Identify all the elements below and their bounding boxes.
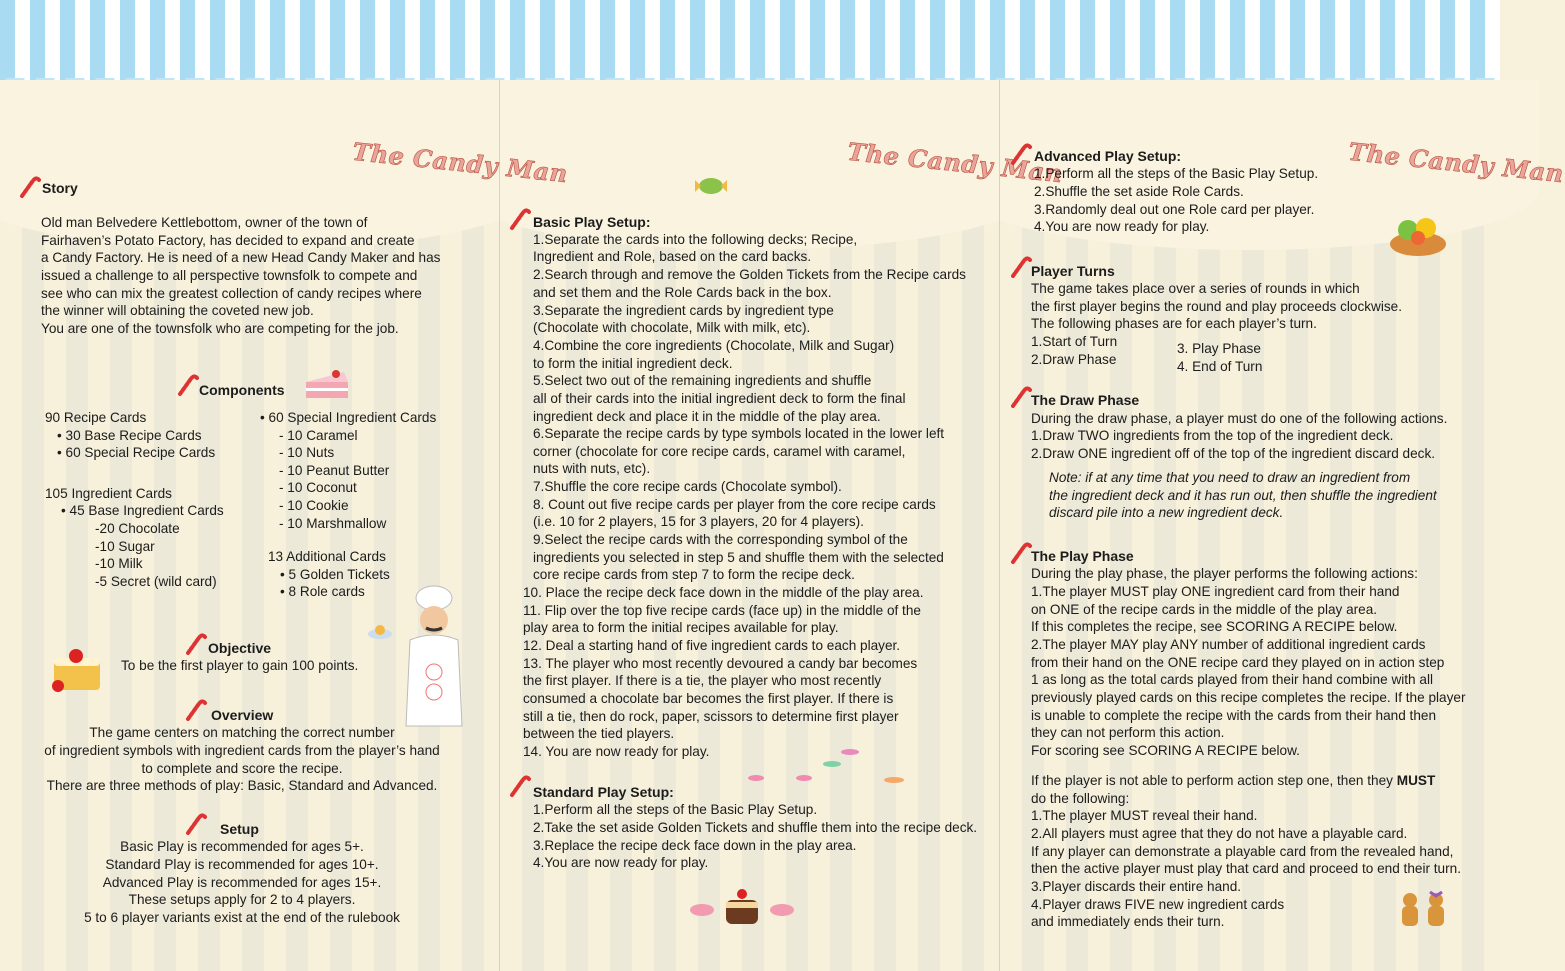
overview-line: of ingredient symbols with ingredient cards from the player’s hand — [44, 743, 440, 758]
candy-cane-icon — [184, 811, 206, 835]
candy-cane-icon — [184, 631, 206, 655]
play-line: If any player can demonstrate a playable card from the revealed hand, — [1031, 844, 1454, 859]
basic-step-line: Ingredient and Role, based on the card backs. — [533, 249, 812, 264]
standard-setup-heading: Standard Play Setup: — [533, 784, 674, 800]
basic-step-line: 10. Place the recipe deck face down in the middle of the play area. — [523, 585, 924, 600]
gingerbread-icon — [1392, 890, 1456, 932]
advanced-setup-heading: Advanced Play Setup: — [1034, 148, 1182, 164]
overview-heading: Overview — [211, 707, 274, 723]
basic-step-line: 5.Select two out of the remaining ingredients and shuffle — [533, 373, 872, 388]
candy-cane-icon — [1009, 254, 1031, 278]
basic-step-line: to form the initial ingredient deck. — [533, 356, 733, 371]
basic-step-line: (Chocolate with chocolate, Milk with milk, etc). — [533, 320, 811, 335]
phase-item: 2.Draw Phase — [1031, 352, 1117, 367]
basic-step-line: 3.Separate the ingredient cards by ingredient type — [533, 303, 834, 318]
component-item: • 60 Special Recipe Cards — [57, 445, 216, 460]
play-line: 2.The player MAY play ANY number of additional ingredient cards — [1031, 637, 1426, 652]
turns-line: the first player begins the round and play proceeds clockwise. — [1031, 299, 1403, 314]
play-line: from their hand on the ONE recipe card they played on in action step — [1031, 655, 1445, 670]
phase-item: 3. Play Phase — [1177, 341, 1261, 356]
basic-step-line: between the tied players. — [523, 726, 675, 741]
play-phase-heading: The Play Phase — [1031, 548, 1134, 564]
basic-step-line: 6.Separate the recipe cards by type symbols located in the lower left — [533, 426, 945, 441]
candy-man-logo: The Candy Man — [846, 136, 1065, 189]
component-item: - 10 Cookie — [279, 498, 349, 513]
candy-cane-icon — [176, 372, 198, 396]
candy-piece-icon — [691, 174, 731, 198]
note-line: Note: if at any time that you need to draw an ingredient from — [1049, 470, 1411, 485]
phase-item: 4. End of Turn — [1177, 359, 1263, 374]
must-prefix: If the player is not able to perform action step one, then they — [1031, 773, 1397, 788]
basic-step-line: play area to form the initial recipes available for play. — [523, 620, 839, 635]
component-item: 90 Recipe Cards — [45, 410, 147, 425]
play-line: 1 as long as the total cards played from their hand combine with all — [1031, 672, 1433, 687]
fold-divider — [999, 80, 1000, 971]
play-line: For scoring see SCORING A RECIPE below. — [1031, 743, 1300, 758]
basic-step-line: 12. Deal a starting hand of five ingredient cards to each player. — [523, 638, 901, 653]
setup-line: Advanced Play is recommended for ages 15+. — [102, 875, 382, 890]
basic-step-line: 4.Combine the core ingredients (Chocolate, Milk and Sugar) — [533, 338, 895, 353]
story-line: Fairhaven’s Potato Factory, has decided to expand and create — [41, 233, 415, 248]
candy-man-logo: The Candy Man — [351, 136, 570, 189]
play-line: previously played cards on this recipe completes the recipe. If the player — [1031, 690, 1466, 705]
basic-step-line: 1.Separate the cards into the following decks; Recipe, — [533, 232, 858, 247]
setup-line: 5 to 6 player variants exist at the end of the rulebook — [84, 910, 400, 925]
basic-step-line: and set them and the Role Cards back in the box. — [533, 285, 832, 300]
basic-step-line: (i.e. 10 for 2 players, 15 for 3 players, 20 for 4 players). — [533, 514, 864, 529]
story-heading: Story — [42, 180, 78, 196]
play-line: If this completes the recipe, see SCORING A RECIPE below. — [1031, 619, 1398, 634]
basic-step-line: 14. You are now ready for play. — [523, 744, 710, 759]
basic-setup-heading: Basic Play Setup: — [533, 214, 651, 230]
play-line: on ONE of the recipe cards in the middle of the play area. — [1031, 602, 1378, 617]
advanced-step-line: 3.Randomly deal out one Role card per player. — [1034, 202, 1315, 217]
component-item: • 8 Role cards — [280, 584, 365, 599]
candy-cane-icon — [1009, 540, 1031, 564]
turns-line: The game takes place over a series of rounds in which — [1031, 281, 1360, 296]
draw-phase-heading: The Draw Phase — [1031, 392, 1140, 408]
fruit-tart-icon — [1386, 210, 1450, 260]
basic-step-line: the first player. If there is a tie, the player who most recently — [523, 673, 882, 688]
story-line: a Candy Factory. He is need of a new Head Candy Maker and has — [41, 250, 441, 265]
component-item: -10 Sugar — [95, 539, 155, 554]
play-line: During the play phase, the player performs the following actions: — [1031, 566, 1418, 581]
story-line: Old man Belvedere Kettlebottom, owner of the town of — [41, 215, 368, 230]
draw-line: 2.Draw ONE ingredient off of the top of the ingredient discard deck. — [1031, 446, 1436, 461]
basic-step-line: corner (chocolate for core recipe cards, caramel with caramel, — [533, 444, 906, 459]
component-item: -5 Secret (wild card) — [95, 574, 217, 589]
basic-step-line: 13. The player who most recently devoured a candy bar becomes — [523, 656, 918, 671]
advanced-step-line: 4.You are now ready for play. — [1034, 219, 1210, 234]
note-line: the ingredient deck and it has run out, then shuffle the ingredient — [1049, 488, 1437, 503]
cake-slice-icon — [304, 368, 350, 402]
draw-line: 1.Draw TWO ingredients from the top of the ingredient deck. — [1031, 428, 1394, 443]
basic-step-line: all of their cards into the initial ingredient deck to form the final — [533, 391, 906, 406]
component-item: 13 Additional Cards — [268, 549, 386, 564]
candy-cane-icon — [1009, 384, 1031, 408]
candy-cane-icon — [18, 174, 40, 198]
component-item: • 30 Base Recipe Cards — [57, 428, 202, 443]
strawberry-cake-icon — [48, 644, 106, 696]
candy-cane-icon — [184, 697, 206, 721]
basic-step-line: consumed a chocolate bar becomes the first player. If there is — [523, 691, 894, 706]
play-must-line — [1031, 772, 1435, 790]
standard-step-line: 1.Perform all the steps of the Basic Play Setup. — [533, 802, 818, 817]
standard-step-line: 3.Replace the recipe deck face down in the play area. — [533, 838, 857, 853]
must-emphasis: MUST — [1396, 773, 1436, 788]
component-item: 105 Ingredient Cards — [45, 486, 172, 501]
component-item: - 10 Coconut — [279, 480, 357, 495]
standard-step-line: 2.Take the set aside Golden Tickets and shuffle them into the recipe deck. — [533, 820, 978, 835]
candy-cane-icon — [508, 773, 530, 797]
story-line: You are one of the townsfolk who are competing for the job. — [41, 321, 399, 336]
components-heading: Components — [199, 382, 285, 398]
phase-item: 1.Start of Turn — [1031, 334, 1118, 349]
basic-step-line: core recipe cards from step 7 to form the recipe deck. — [533, 567, 855, 582]
candy-man-logo: The Candy Man — [1347, 136, 1565, 189]
play-line: 3.Player discards their entire hand. — [1031, 879, 1242, 894]
candy-cane-icon — [1009, 141, 1031, 165]
overview-line: There are three methods of play: Basic, Standard and Advanced. — [46, 778, 438, 793]
story-line: the winner will obtaining the coveted new job. — [41, 303, 314, 318]
note-line: discard pile into a new ingredient deck. — [1049, 505, 1284, 520]
basic-step-line: nuts with nuts, etc). — [533, 461, 651, 476]
play-line: they can not perform this action. — [1031, 725, 1225, 740]
cupcake-candies-icon — [688, 884, 796, 928]
basic-step-line: still a tie, then do rock, paper, scissors to determine first player — [523, 709, 899, 724]
fold-divider — [499, 80, 500, 971]
component-item: - 10 Marshmallow — [279, 516, 387, 531]
component-item: - 10 Peanut Butter — [279, 463, 390, 478]
overview-line: The game centers on matching the correct number — [89, 725, 395, 740]
component-item: • 5 Golden Tickets — [280, 567, 390, 582]
component-item: • 45 Base Ingredient Cards — [61, 503, 224, 518]
overview-line: to complete and score the recipe. — [141, 761, 343, 776]
play-line: and immediately ends their turn. — [1031, 914, 1225, 929]
setup-line: Basic Play is recommended for ages 5+. — [120, 839, 364, 854]
basic-step-line: 9.Select the recipe cards with the corresponding symbol of the — [533, 532, 908, 547]
basic-step-line: 7.Shuffle the core recipe cards (Chocolate symbol). — [533, 479, 842, 494]
basic-step-line: ingredients you selected in step 5 and shuffle them with the selected — [533, 550, 944, 565]
objective-heading: Objective — [208, 640, 272, 656]
striped-awning — [0, 0, 1500, 83]
candy-cane-icon — [508, 206, 530, 230]
basic-step-line: 8. Count out five recipe cards per player from the core recipe cards — [533, 497, 936, 512]
story-line: see who can mix the greatest collection of candy recipes where — [41, 286, 422, 301]
basic-step-line: 2.Search through and remove the Golden Tickets from the Recipe cards — [533, 267, 966, 282]
chef-illustration — [366, 582, 490, 728]
basic-step-line: ingredient deck and place it in the middle of the play area. — [533, 409, 881, 424]
setup-line: Standard Play is recommended for ages 10+. — [105, 857, 379, 872]
play-line: 4.Player draws FIVE new ingredient cards — [1031, 897, 1285, 912]
basic-step-line: 11. Flip over the top five recipe cards (face up) in the middle of the — [523, 603, 921, 618]
draw-line: During the draw phase, a player must do one of the following actions. — [1031, 411, 1448, 426]
setup-heading: Setup — [220, 821, 259, 837]
player-turns-heading: Player Turns — [1031, 263, 1115, 279]
play-line: is unable to complete the recipe with the cards from their hand then — [1031, 708, 1437, 723]
component-item: - 10 Nuts — [279, 445, 335, 460]
advanced-step-line: 2.Shuffle the set aside Role Cards. — [1034, 184, 1244, 199]
component-item: -10 Milk — [95, 556, 143, 571]
play-line: do the following: — [1031, 791, 1130, 806]
objective-text: To be the first player to gain 100 points. — [121, 658, 359, 673]
scattered-candies — [744, 742, 914, 792]
turns-line: The following phases are for each player’s turn. — [1031, 316, 1317, 331]
component-item: -20 Chocolate — [95, 521, 180, 536]
component-item: • 60 Special Ingredient Cards — [260, 410, 437, 425]
advanced-step-line: 1.Perform all the steps of the Basic Play Setup. — [1034, 166, 1319, 181]
setup-line: These setups apply for 2 to 4 players. — [128, 892, 356, 907]
component-item: - 10 Caramel — [279, 428, 358, 443]
play-line: then the active player must play that card and proceed to end their turn. — [1031, 861, 1461, 876]
story-line: issued a challenge to all perspective townsfolk to compete and — [41, 268, 418, 283]
play-line: 1.The player MUST play ONE ingredient card from their hand — [1031, 584, 1400, 599]
play-line: 2.All players must agree that they do not have a playable card. — [1031, 826, 1408, 841]
standard-step-line: 4.You are now ready for play. — [533, 855, 709, 870]
play-line: 1.The player MUST reveal their hand. — [1031, 808, 1258, 823]
